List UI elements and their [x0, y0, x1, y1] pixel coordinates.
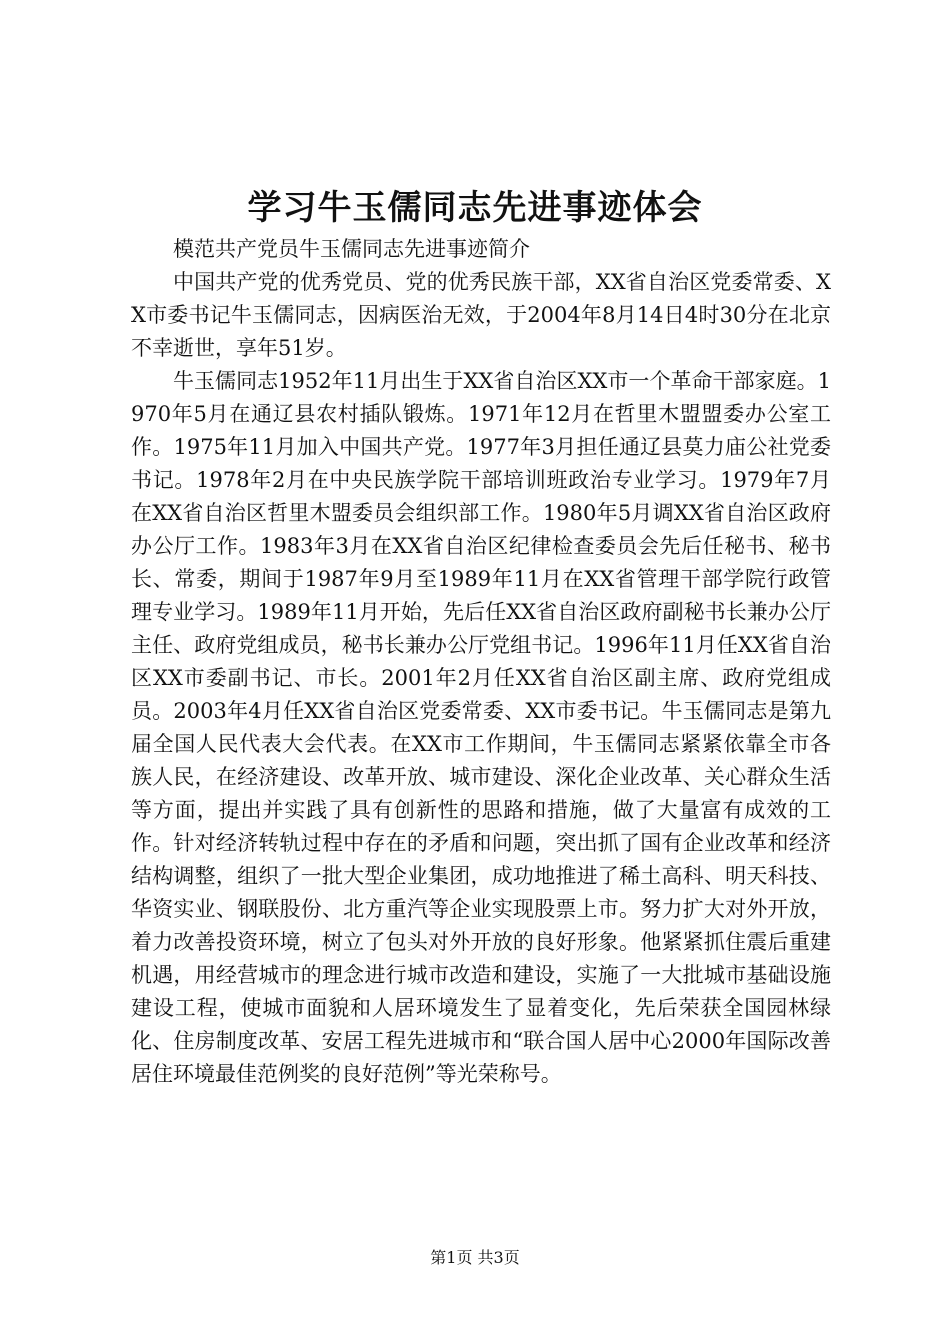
paragraph-biography: 牛玉儒同志1952年11月出生于XX省自治区XX市一个革命干部家庭。1970年5月在通辽县农村插队锻炼。1971年12月在哲里木盟盟委办公室工作。1975年11月加入中国共产党。1977年3月担任通辽县莫力庙公社党委书记。1978年2月在中央民族学院干部培训班政治专业学习。1979年7月在XX省自治区哲里木盟委员会组织部工作。1980年5月调XX省自治区政府办公厅工作。1983年3月在XX省自治区纪律检查委员会先后任秘书、秘书长、常委，期间于1987年9月至1989年11月在XX省管理干部学院行政管理专业学习。1989年11月开始，先后任XX省自治区政府副秘书长兼办公厅主任、政府党组成员，秘书长兼办公厅党组书记。1996年11月任XX省自治区XX市委副书记、市长。2001年2月任XX省自治区副主席、政府党组成员。2003年4月任XX省自治区党委常委、XX市委书记。牛玉儒同志是第九届全国人民代表大会代表。在XX市工作期间，牛玉儒同志紧紧依靠全市各族人民，在经济建设、改革开放、城市建设、深化企业改革、关心群众生活等方面，提出并实践了具有创新性的思路和措施，做了大量富有成效的工作。针对经济转轨过程中存在的矛盾和问题，突出抓了国有企业改革和经济结构调整，组织了一批大型企业集团，成功地推进了稀土高科、明天科技、华资实业、钢联股份、北方重汽等企业实现股票上市。努力扩大对外开放，着力改善投资环境，树立了包头对外开放的良好形象。他紧紧抓住震后重建机遇，用经营城市的理念进行城市改造和建设，实施了一大批城市基础设施建设工程，使城市面貌和人居环境发生了显着变化，先后荣获全国园林绿化、住房制度改革、安居工程先进城市和“联合国人居中心2000年国际改善居住环境最佳范例奖的良好范例”等光荣称号。	[131, 369, 831, 1086]
document-body	[131, 233, 831, 1091]
paragraph-intro-heading: 模范共产党员牛玉儒同志先进事迹简介	[173, 237, 530, 261]
paragraph-obituary: 中国共产党的优秀党员、党的优秀民族干部，XX省自治区党委常委、XX市委书记牛玉儒同志，因病医治无效，于2004年8月14日4时30分在北京不幸逝世，享年51岁。	[131, 270, 831, 360]
page-footer: 第1页 共3页	[430, 1248, 520, 1267]
document-title: 学习牛玉儒同志先进事迹体会	[247, 188, 703, 228]
